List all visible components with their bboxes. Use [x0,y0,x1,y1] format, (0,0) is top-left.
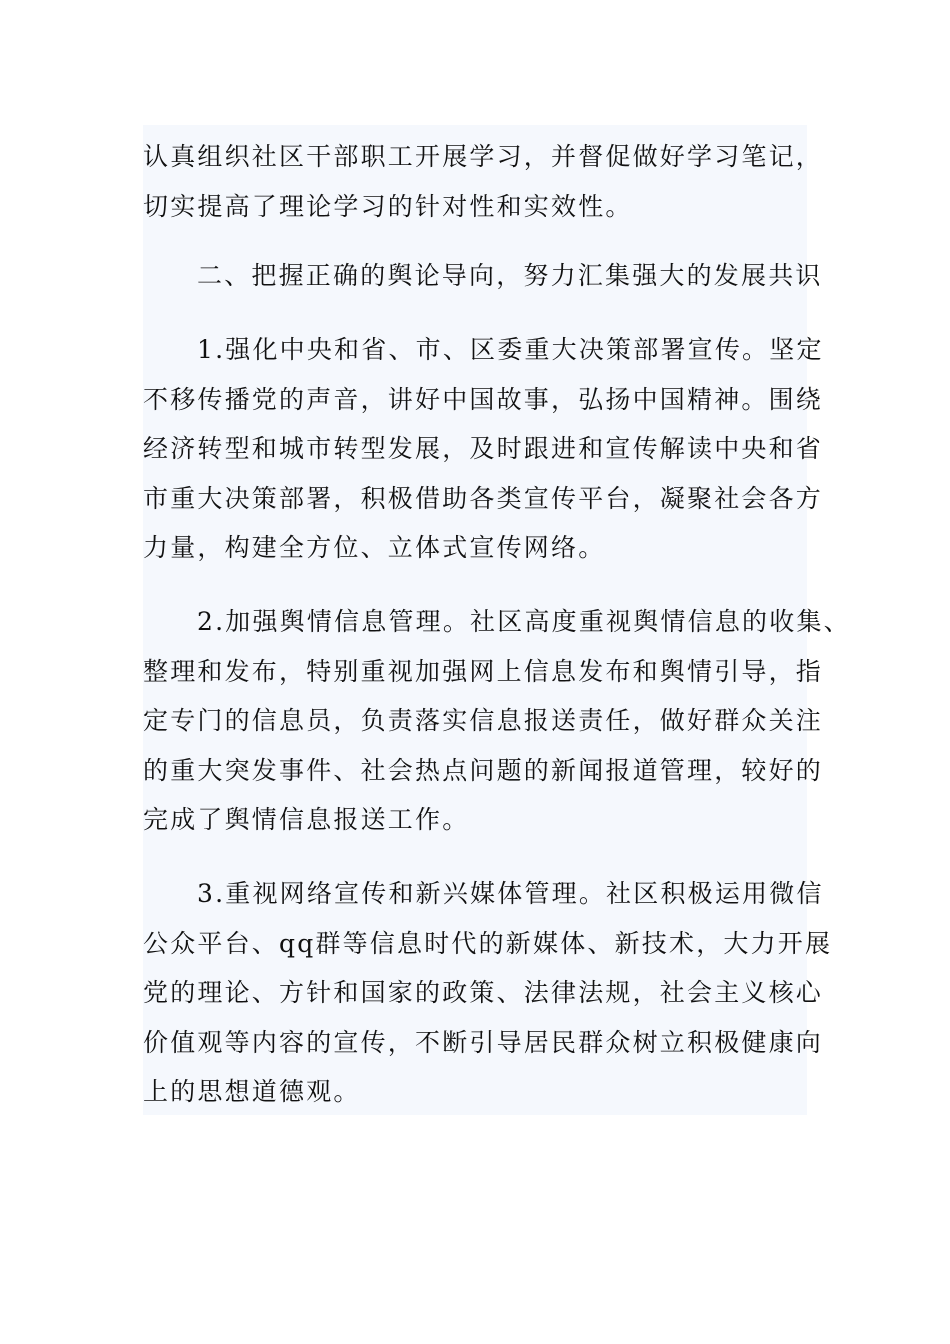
section-heading [143,251,823,301]
paragraph-item-1 [143,325,824,573]
paragraph-item-2 [143,597,851,845]
text-line: 1.强化中央和省、市、区委重大决策部署宣传。坚定 [197,335,824,364]
text-line: 整理和发布，特别重视加强网上信息发布和舆情引导，指 [143,656,824,686]
text-line: 力量，构建全方位、立体式宣传网络。 [143,533,606,562]
text-line: 经济转型和城市转型发展，及时跟进和宣传解读中央和省 [143,434,824,463]
document-body [143,125,851,1115]
text-line: 定专门的信息员，负责落实信息报送责任，做好群众关注 [143,706,824,735]
text-line: 完成了舆情信息报送工作。 [143,805,470,834]
text-line: 的重大突发事件、社会热点问题的新闻报道管理，较好的 [143,755,824,785]
text-line: 市重大决策部署，积极借助各类宣传平台，凝聚社会各方 [143,483,824,513]
text-line: 不移传播党的声音，讲好中国故事，弘扬中国精神。围绕 [143,384,824,414]
text-line: 2.加强舆情信息管理。社区高度重视舆情信息的收集、 [197,607,851,636]
text-line: 认真组织社区干部职工开展学习，并督促做好学习笔记， [143,142,824,171]
text-line: 上的思想道德观。 [143,1077,361,1106]
text-line: 价值观等内容的宣传，不断引导居民群众树立积极健康向 [143,1027,824,1057]
paragraph-item-3 [143,869,833,1117]
section-heading-text: 二、把握正确的舆论导向，努力汇集强大的发展共识 [197,261,823,290]
text-line: 切实提高了理论学习的针对性和实效性。 [143,191,633,221]
text-line: 党的理论、方针和国家的政策、法律法规，社会主义核心 [143,978,824,1007]
intro-paragraph [143,132,824,231]
text-line: 3.重视网络宣传和新兴媒体管理。社区积极运用微信 [197,879,824,908]
text-line: 公众平台、qq群等信息时代的新媒体、新技术，大力开展 [143,928,833,958]
